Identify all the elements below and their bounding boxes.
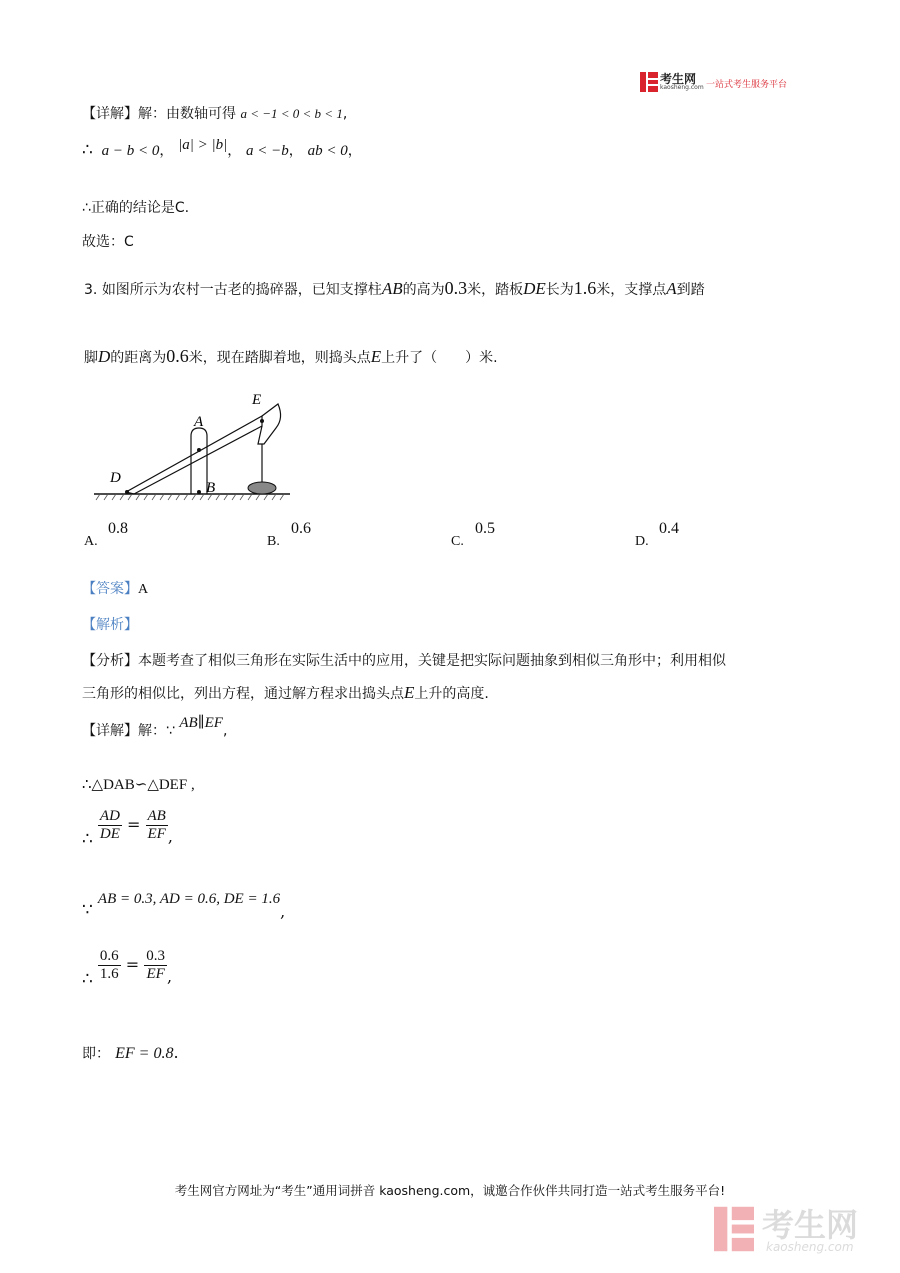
stone [248,482,276,494]
ratio-line: ∴ $\frac{AD}{DE}$ = $\frac{AB}{EF}$ , [82,808,173,849]
prev-line2: ∴ a − b < 0， |a| > |b|， a < −b， ab < 0， [82,137,362,160]
similar-line: ∴△DAB∽△DEF , [82,777,195,793]
label-b: B [206,480,216,496]
watermark-logo-icon [714,1204,754,1254]
result-line: 即： EF = 0.8. [82,1043,179,1062]
label-a: A [194,414,204,430]
slogan: 一站式考生服务平台 [706,80,788,90]
answer-line: 【答案】A [82,581,149,597]
footer-watermark [714,1200,894,1260]
prev-detail-line: 【详解】解：由数轴可得 a < −1 < 0 < b < 1, [82,106,348,122]
q3-line1: 3. 如图所示为农村一古老的捣碎器，已知支撑柱AB的高为0.3米，踏板DE长为1.6米，支撑点A到踏 [84,278,705,298]
footer-text: 考生网官方网址为“考生”通用词拼音 kaosheng.com，诚邀合作伙伴共同打造一站式考生服务平台! [174,1183,726,1198]
detail-line: 【详解】解：∵ AB∥EF, [82,715,228,739]
ground-hatch [96,494,284,500]
q3-line2: 脚D的距离为0.6米，现在踏脚着地，则捣头点E上升了（ ）米. [84,346,498,366]
brand-en: kaosheng.com [660,84,704,91]
brand-cn: 考生网 [660,72,697,86]
option-a[interactable]: A. 0.8 [84,520,128,549]
prev-detail-math: a < −1 < 0 < b < 1 [240,106,343,121]
label-e: E [252,392,262,408]
watermark-en: kaosheng.com [766,1240,854,1254]
prev-choose: 故选：C [82,234,134,250]
header-logo [640,70,815,96]
prev-conclusion: ∴正确的结论是C. [82,200,190,216]
fenxi-line2: 三角形的相似比，列出方程，通过解方程求出捣头点E上升的高度. [82,683,489,702]
label-d: D [110,470,121,486]
numeric-ratio-line: ∴ $\frac{0.6}{1.6}$ = $\frac{0.3}{EF}$ , [82,948,173,989]
fenxi-line1: 【分析】本题考查了相似三角形在实际生活中的应用，关键是把实际问题抽象到相似三角形中；利用相似 [82,653,726,669]
option-c[interactable]: C. 0.5 [451,520,495,549]
watermark-cn: 考生网 [762,1206,859,1244]
kaosheng-logo-icon [640,72,658,92]
given-line: ∵ AB = 0.3, AD = 0.6, DE = 1.6, [82,891,286,921]
pillar-ab [191,428,207,494]
option-d[interactable]: D. 0.4 [635,520,679,549]
pestle-head [258,404,281,444]
q3-figure [92,388,302,518]
option-b[interactable]: B. 0.6 [267,520,311,549]
analysis-label: 【解析】 [82,617,138,633]
